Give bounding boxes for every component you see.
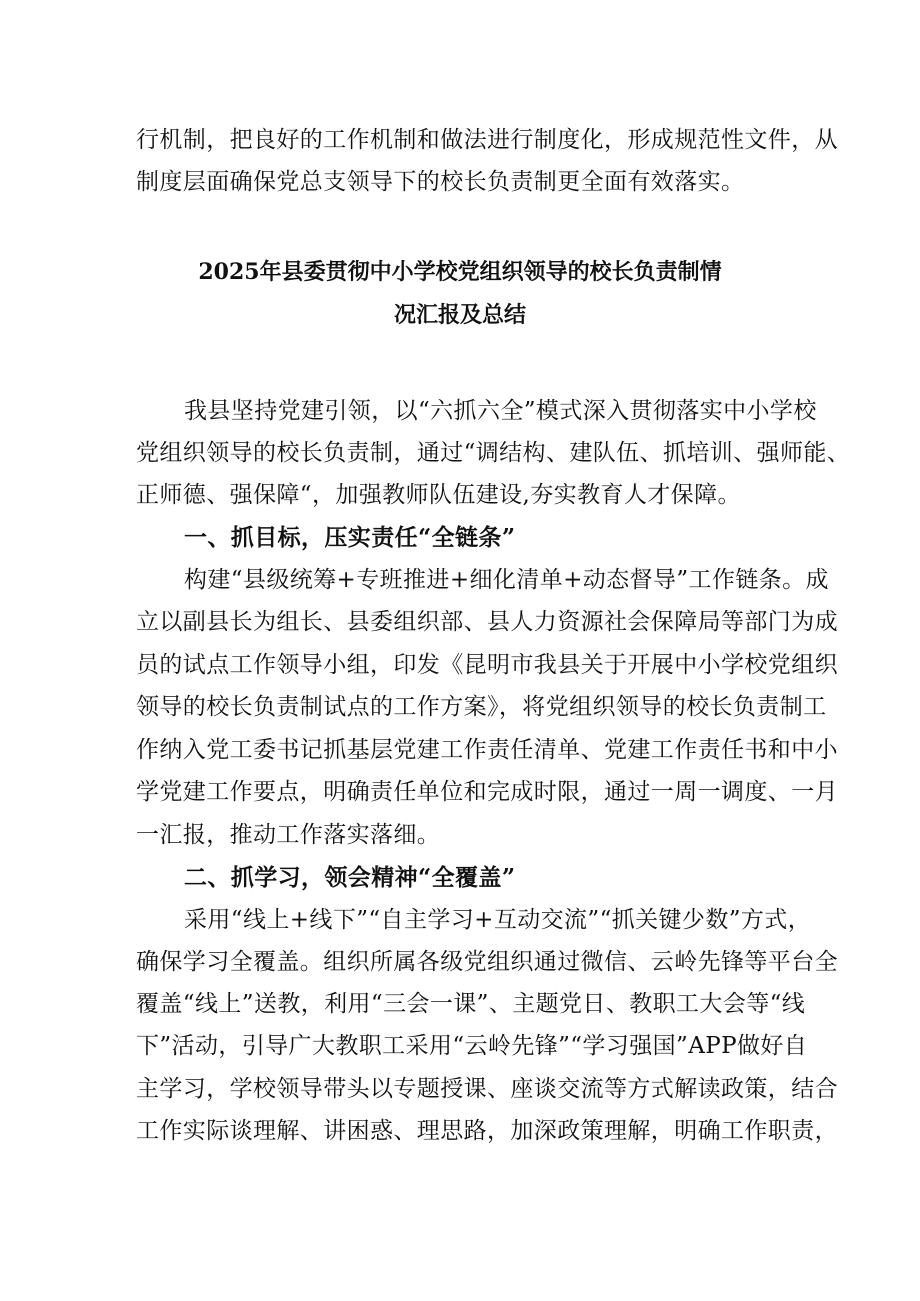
intro-line-2: 制度层面确保党总支领导下的校长负责制更全面有效落实。 — [136, 169, 745, 195]
para3-line-2: 确保学习全覆盖。组织所属各级党组织通过微信、云岭先锋等平台全 — [136, 949, 838, 975]
para2-line-4: 领导的校长负责制试点的工作方案》，将党组织领导的校长负责制工 — [136, 694, 827, 720]
para3-line-3: 覆盖“线上”送教，利用“三会一课”、主题党日、教职工大会等“线 — [136, 991, 806, 1017]
para1-line-3: 正师德、强保障“，加强教师队伍建设,夯实教育人才保障。 — [136, 482, 741, 508]
intro-line-1: 行机制，把良好的工作机制和做法进行制度化，形成规范性文件，从 — [136, 127, 838, 153]
document-title-line-1: 2025年县委贯彻中小学校党组织领导的校长负责制情 — [198, 259, 722, 285]
para2-line-7: 一汇报，推动工作落实落细。 — [136, 822, 441, 848]
para2-line-3: 员的试点工作领导小组，印发《昆明市我县关于开展中小学校党组织 — [136, 652, 838, 678]
document-title-line-2: 况汇报及总结 — [393, 302, 526, 328]
para2-line-2: 立以副县长为组长、县委组织部、县人力资源社会保障局等部门为成 — [136, 609, 838, 635]
para3-line-6: 工作实际谈理解、讲困惑、理思路，加深政策理解，明确工作职责， — [136, 1118, 838, 1144]
para2-line-1: 构建“县级统筹+专班推进+细化清单+动态督导”工作链条。成 — [184, 567, 829, 593]
para1-line-1: 我县坚持党建引领，以“六抓六全”模式深入贯彻落实中小学校 — [184, 398, 817, 424]
para3-line-4: 下”活动，引导广大教职工采用“云岭先锋”“学习强国”APP做好自 — [136, 1033, 808, 1059]
para1-line-2: 党组织领导的校长负责制，通过“调结构、建队伍、抓培训、强师能、 — [136, 440, 851, 466]
section-heading-2: 二、抓学习，领会精神“全覆盖” — [184, 864, 516, 891]
para2-line-6: 学党建工作要点，明确责任单位和完成时限，通过一周一调度、一月 — [136, 779, 838, 805]
para2-line-5: 作纳入党工委书记抓基层党建工作责任清单、党建工作责任书和中小 — [136, 737, 838, 763]
para3-line-5: 主学习，学校领导带头以专题授课、座谈交流等方式解读政策，结合 — [136, 1076, 838, 1102]
section-heading-1: 一、抓目标，压实责任“全链条” — [184, 524, 516, 551]
para3-line-1: 采用“线上+线下”“自主学习+互动交流”“抓关键少数”方式， — [184, 907, 812, 933]
